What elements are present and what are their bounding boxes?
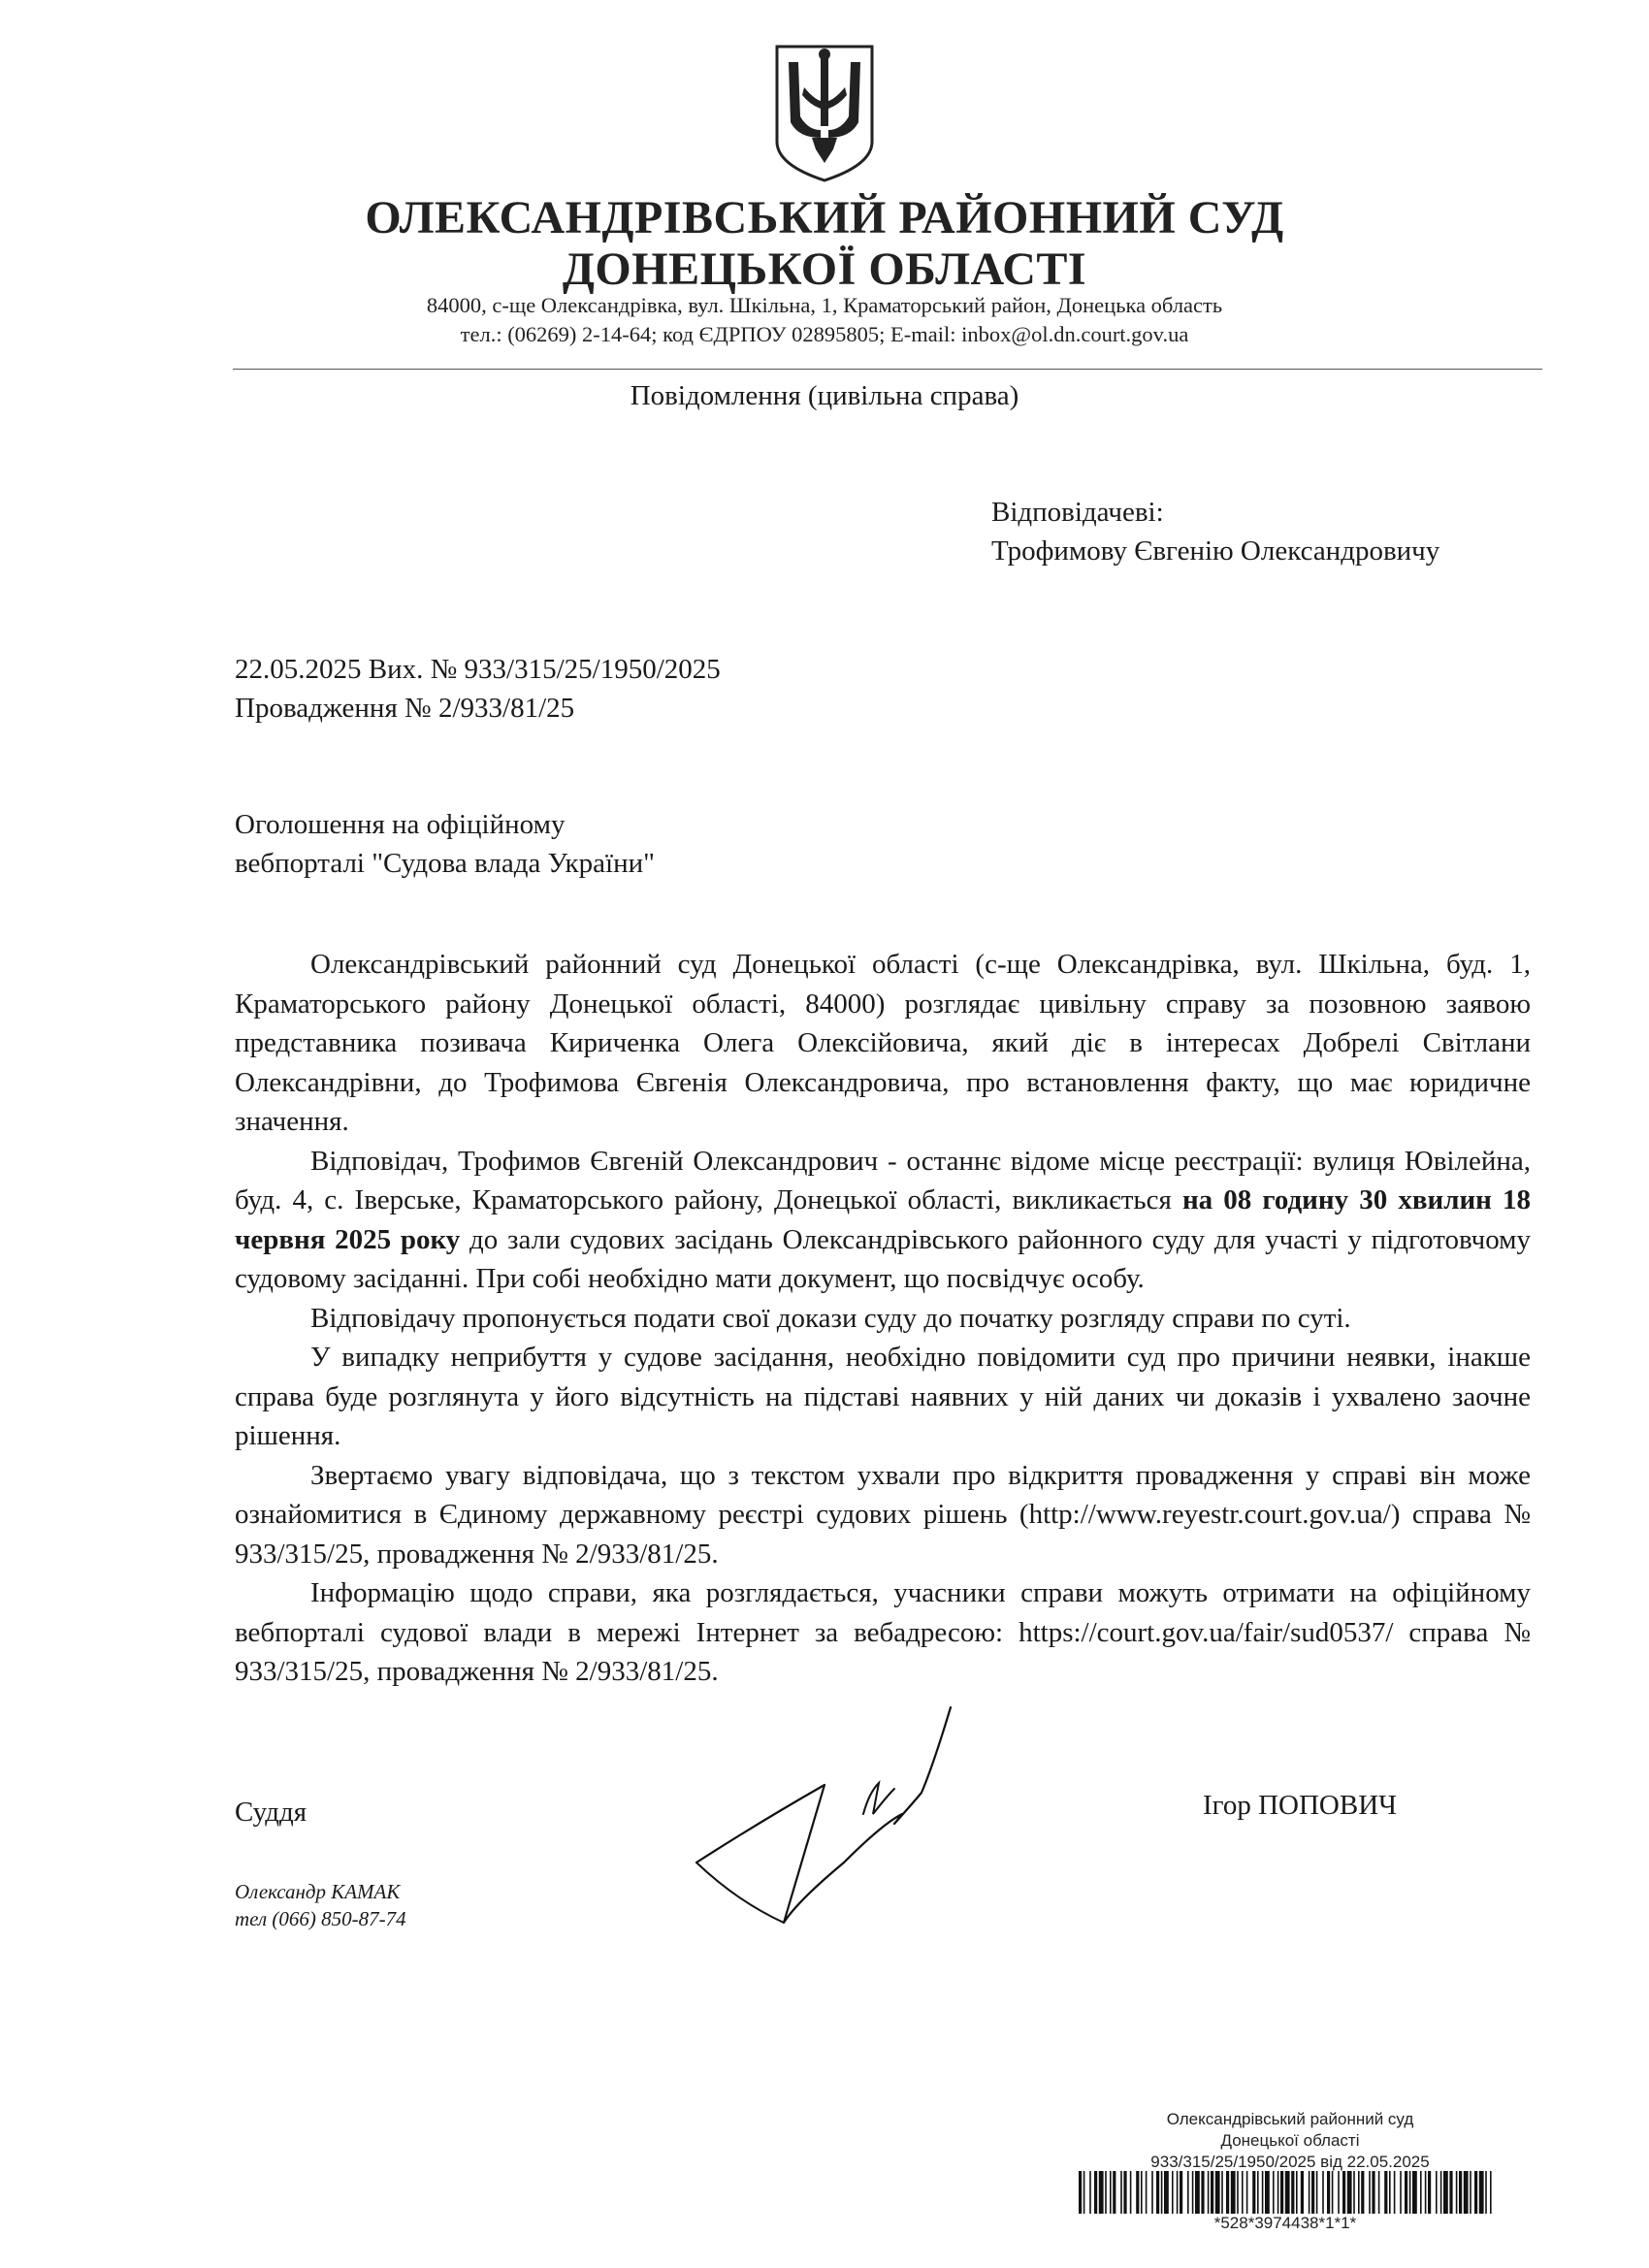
announcement-line1: Оголошення на офіційному [235, 809, 566, 840]
barcode-bar [1436, 2171, 1438, 2214]
barcode-number: *528*3974438*1*1* [1213, 2214, 1357, 2232]
barcode-bar [1192, 2171, 1194, 2214]
barcode-bar [1211, 2171, 1213, 2214]
barcode-bar [1231, 2171, 1236, 2214]
executor-block [235, 1878, 406, 1932]
barcode-bar [1347, 2171, 1352, 2214]
barcode-bar [1257, 2171, 1259, 2214]
barcode-bar [1136, 2171, 1139, 2214]
header-divider [233, 369, 1542, 370]
notice-body [235, 945, 1531, 1692]
barcode-bar [1285, 2171, 1290, 2214]
court-name-line1: ОЛЕКСАНДРІВСЬКИЙ РАЙОННИЙ СУД [365, 192, 1284, 243]
barcode-bar [1208, 2171, 1210, 2214]
barcode-bar [1146, 2171, 1148, 2214]
barcode-bar [1474, 2171, 1477, 2214]
notice-title: Повідомлення (цивільна справа) [630, 380, 1019, 411]
barcode-bar [1470, 2171, 1471, 2214]
barcode-bar [1394, 2171, 1396, 2214]
trident-coat-of-arms-icon [771, 41, 878, 186]
hearing-datetime: на 08 годину 30 хвилин 18 червня 2025 року [235, 1184, 1531, 1255]
court-contacts: тел.: (06269) 2-14-64; код ЄДРПОУ 02895805; E-mail: inbox@ol.dn.court.gov.ua [460, 322, 1189, 346]
barcode-bar [1130, 2171, 1132, 2214]
barcode-bar [1113, 2171, 1116, 2214]
barcode-bar [1215, 2171, 1220, 2214]
stamp-court-line: Олександрівський районний суд [1166, 2110, 1414, 2128]
barcode-bar [1079, 2171, 1082, 2214]
barcode-bar [1449, 2171, 1452, 2214]
executor-name: Олександр КАМАК [235, 1880, 401, 1903]
barcode-bar [1201, 2171, 1204, 2214]
barcode-bar [1443, 2171, 1448, 2214]
barcode-bar [1237, 2171, 1239, 2214]
barcode-bar [1479, 2171, 1484, 2214]
recipient-block [991, 493, 1439, 570]
reference-block [235, 650, 721, 728]
barcode-bar [1141, 2171, 1143, 2214]
stamp-region-line: Донецької області [1220, 2131, 1360, 2150]
barcode-bar [1105, 2171, 1107, 2214]
barcode-bar [1389, 2171, 1391, 2214]
barcode-bar [1296, 2171, 1298, 2214]
judge-title: Суддя [235, 1797, 307, 1828]
barcode-bar [1277, 2171, 1279, 2214]
barcode-bar [1083, 2171, 1085, 2214]
paragraph-absence: У випадку неприбуття у судове засідання, необхідно повідомити суд про причини неявки, інакше справа буде розглянута у його відсутність на підставі наявних у ній даних чи доказів і ухвалено заочне рішення. [235, 1342, 1531, 1451]
barcode-bar [1187, 2171, 1189, 2214]
barcode-bar [1221, 2171, 1223, 2214]
barcode-bar [1172, 2171, 1174, 2214]
barcode-bar [1369, 2171, 1371, 2214]
barcode-bar [1464, 2171, 1469, 2214]
court-name-line2: ДОНЕЦЬКОЇ ОБЛАСТІ [562, 243, 1087, 295]
recipient-label: Відповідачеві: [991, 497, 1164, 528]
barcode-bar [1262, 2171, 1264, 2214]
barcode-bar [1425, 2171, 1427, 2214]
paragraph-evidence: Відповідачу пропонується подати свої докази суду до початку розгляду справи по суті. [310, 1302, 1351, 1334]
barcode-bar [1164, 2171, 1169, 2214]
barcode-bar [1280, 2171, 1283, 2214]
barcode-bar [1311, 2171, 1314, 2214]
summons-text-start: Відповідач, Трофимов Євгеній Олександрович - останнє відоме місце реєстрації: вулиця Ювілейна, буд. 4, с. Іверське, Краматорського району, Донецької області, викликається [235, 1145, 1531, 1215]
barcode-bar [1440, 2171, 1442, 2214]
barcode-bar [1120, 2171, 1122, 2214]
barcode-bar [1400, 2171, 1402, 2214]
barcode-bar [1459, 2171, 1462, 2214]
barcode-bar [1151, 2171, 1153, 2214]
paragraph-summons [235, 1142, 1531, 1299]
barcode [1077, 2171, 1494, 2214]
barcode-bar [1265, 2171, 1270, 2214]
barcode-bar [1242, 2171, 1244, 2214]
barcode-bar [1316, 2171, 1318, 2214]
outgoing-number: 22.05.2025 Вих. № 933/315/25/1950/2025 [235, 654, 721, 685]
barcode-bar [1490, 2171, 1492, 2214]
barcode-bar [1420, 2171, 1422, 2214]
barcode-bar [1309, 2171, 1310, 2214]
barcode-bar [1405, 2171, 1407, 2214]
barcode-bar [1327, 2171, 1330, 2214]
barcode-bar [1412, 2171, 1417, 2214]
barcode-bar [1252, 2171, 1255, 2214]
judge-name: Ігор ПОПОВИЧ [1203, 1790, 1397, 1821]
barcode-bar [1301, 2171, 1304, 2214]
barcode-bar [1358, 2171, 1360, 2214]
proceeding-number: Провадження № 2/933/81/25 [235, 693, 575, 724]
barcode-bar [1485, 2171, 1487, 2214]
barcode-bar [1378, 2171, 1380, 2214]
barcode-bar [1273, 2171, 1275, 2214]
barcode-bar [1094, 2171, 1097, 2214]
summons-text-end: до зали судових засідань Олександрівського районного суду для участі у підготовчому судовому засіданні. При собі необхідно мати документ, що посвідчує особу. [235, 1223, 1531, 1294]
barcode-bar [1428, 2171, 1431, 2214]
barcode-bar [1099, 2171, 1104, 2214]
barcode-bar [1409, 2171, 1411, 2214]
barcode-bar [1226, 2171, 1229, 2214]
barcode-bar [1338, 2171, 1340, 2214]
barcode-bar [1123, 2171, 1126, 2214]
barcode-bar [1456, 2171, 1458, 2214]
paragraph-portal-info: Інформацію щодо справи, яка розглядається, учасники справи можуть отримати на офіційному вебпорталі судової влади в мережі Інтернет за вебадресою: https://court.gov.ua/fair/sud0537/ справа № 933/315/25, провадження № 2/933/81/25. [235, 1577, 1531, 1687]
announcement-heading [235, 805, 655, 883]
court-address: 84000, с-ще Олександрівка, вул. Шкільна, 1, Краматорський район, Донецька область [426, 293, 1223, 317]
barcode-bar [1161, 2171, 1163, 2214]
barcode-bar [1342, 2171, 1345, 2214]
stamp-registration-line: 933/315/25/1950/2025 від 22.05.2025 [1150, 2153, 1430, 2171]
executor-phone: тел (066) 850-87-74 [235, 1907, 406, 1930]
handwritten-signature [679, 1669, 989, 1940]
barcode-bar [1332, 2171, 1334, 2214]
barcode-bar [1353, 2171, 1355, 2214]
barcode-bar [1195, 2171, 1200, 2214]
barcode-bar [1246, 2171, 1248, 2214]
barcode-bar [1177, 2171, 1179, 2214]
barcode-bar [1180, 2171, 1182, 2214]
barcode-bar [1372, 2171, 1374, 2214]
barcode-bar [1322, 2171, 1324, 2214]
recipient-name: Трофимову Євгенію Олександровичу [991, 535, 1440, 567]
barcode-bar [1291, 2171, 1294, 2214]
barcode-bar [1110, 2171, 1112, 2214]
barcode-bar [1384, 2171, 1387, 2214]
barcode-bar [1089, 2171, 1091, 2214]
barcode-bar [1156, 2171, 1159, 2214]
paragraph-case-description: Олександрівський районний суд Донецької області (с-ще Олександрівка, вул. Шкільна, буд. 1, Краматорського району Донецької області, 84000) розглядає цивільну справу за позовною заявою представника позивача Кириченка Олега Олексійовича, який діє в інтересах Добрелі Світлани Олександрівни, до Трофимова Євгенія Олександровича, про встановлення факту, що має юридичне значення. [235, 949, 1531, 1137]
barcode-bar [1361, 2171, 1364, 2214]
paragraph-registry: Звертаємо увагу відповідача, що з текстом ухвали про відкриття провадження у справі він може ознайомитися в Єдиному державному реєстрі судових рішень (http://www.reyestr.court.gov.ua/) справа № 933/315/25, провадження № 2/933/81/25. [235, 1459, 1531, 1570]
announcement-line2: вебпорталі "Судова влада України" [235, 848, 655, 879]
registration-stamp [1077, 2109, 1504, 2173]
